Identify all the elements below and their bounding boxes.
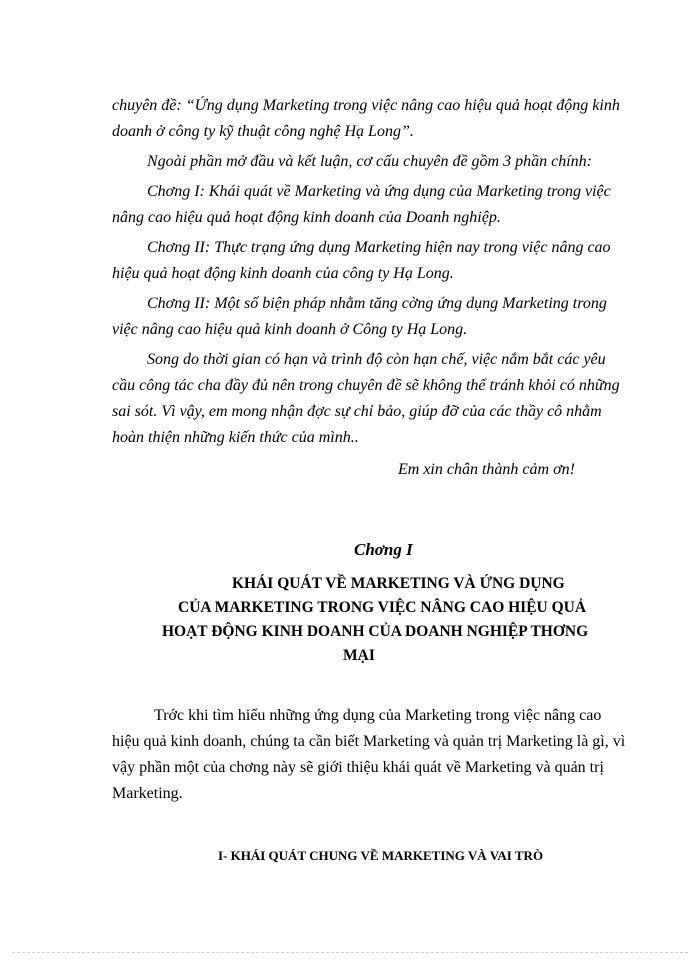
closing-line-3: sai sót. Vì vậy, em mong nhận đợc sự chỉ bảo, giúp đỡ của các thầy cô nhằm [112,403,602,420]
overview-chapter-1-line-1: Chơng I: Khái quát về Marketing và ứng dụng của Marketing trong việc [147,183,611,200]
overview-chapter-3-line-1: Chơng II: Một số biện pháp nhằm tăng cờng ứng dụng Marketing trong [147,295,607,312]
overview-chapter-3-line-2: việc nâng cao hiệu quả kinh doanh ở Công ty Hạ Long. [112,321,468,338]
body-line-2: hiệu quả kinh doanh, chúng ta cần biết Marketing và quản trị Marketing là gì, vì [112,733,626,750]
overview-chapter-1-line-2: nâng cao hiệu quả hoạt động kinh doanh của Doanh nghiệp. [112,209,501,226]
closing-line-4: hoàn thiện những kiến thức của mình.. [112,429,359,446]
overview-chapter-2-line-2: hiệu quả hoạt động kinh doanh của công ty Hạ Long. [112,265,454,282]
intro-line-1: chuyên đề: “Ứng dụng Marketing trong việc nâng cao hiệu quả hoạt động kinh [112,97,620,114]
closing-line-1: Song do thời gian có hạn và trình độ còn hạn chế, việc nắm bắt các yêu [147,351,606,368]
section-heading: I- KHÁI QUÁT CHUNG VỀ MARKETING VÀ VAI TRÒ [218,848,544,863]
chapter-title-line-4: MẠI [343,647,375,664]
overview-chapter-2-line-1: Chơng II: Thực trạng ứng dụng Marketing hiện nay trong việc nâng cao [147,239,611,256]
body-line-1: Trớc khi tìm hiểu những ứng dụng của Marketing trong việc nâng cao [154,707,602,724]
chapter-title-line-3: HOẠT ĐỘNG KINH DOANH CỦA DOANH NGHIỆP THƠNG [162,623,589,640]
structure-intro: Ngoài phần mở đầu và kết luận, cơ cấu chuyên đề gồm 3 phần chính: [147,153,592,170]
page-bottom-divider [12,952,688,953]
body-line-3: vậy phần một của chơng này sẽ giới thiệu khái quát về Marketing và quản trị [112,759,604,776]
chapter-heading: Chơng I [354,540,413,559]
body-line-4: Marketing. [112,785,183,802]
thanks-line: Em xin chân thành cảm ơn! [398,461,575,478]
chapter-title-line-2: CỦA MARKETING TRONG VIỆC NÂNG CAO HIỆU QUẢ [178,599,587,616]
intro-line-2: doanh ở công ty kỹ thuật công nghệ Hạ Long”. [112,123,414,140]
closing-line-2: cầu công tác cha đầy đủ nên trong chuyên đề sẽ không thể tránh khỏi có những [112,377,620,394]
chapter-title-line-1: KHÁI QUÁT VỀ MARKETING VÀ ỨNG DỤNG [232,575,565,592]
